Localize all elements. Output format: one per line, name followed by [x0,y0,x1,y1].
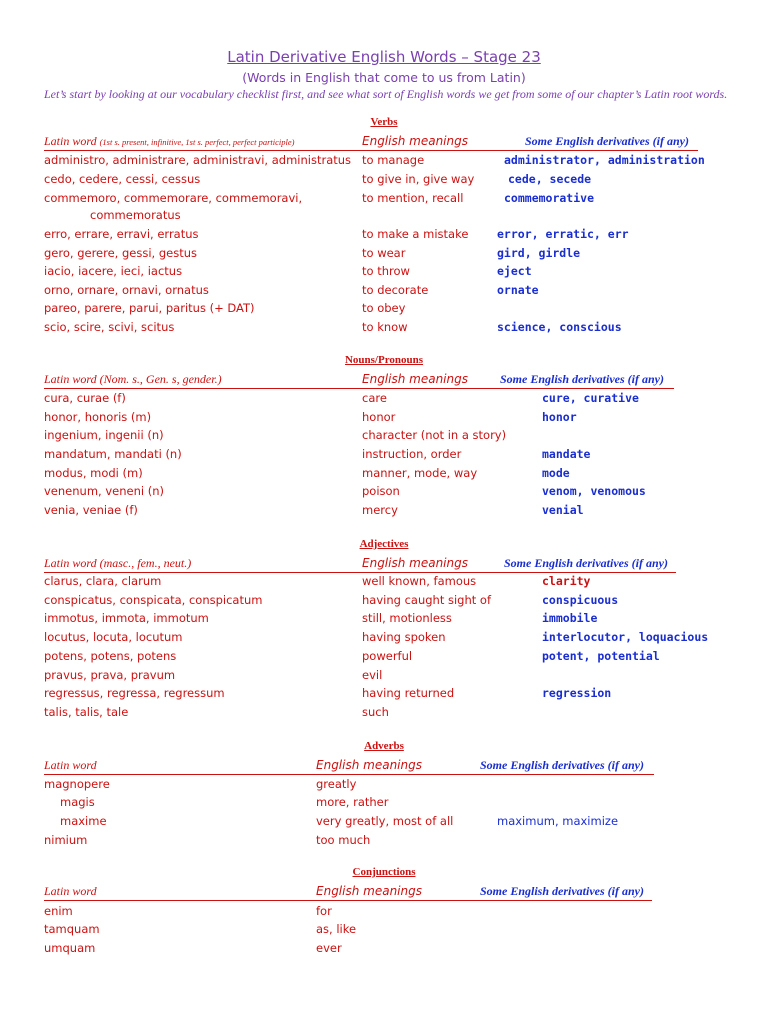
section-title-verbs: Verbs [370,116,398,128]
table-row: locutus, locuta, locutum having spoken interlocutor, loquacious [44,630,709,644]
table-row: clarus, clara, clarum well known, famous clarity [44,574,591,588]
section-title-adjectives: Adjectives [359,538,409,550]
table-row: enim for [44,904,332,918]
table-row: iacio, iacere, ieci, iactus to throw eject [44,264,532,278]
header-latin-word: Latin word (Nom. s., Gen. s, gender.) [44,372,222,386]
header-english-meanings: English meanings [362,556,468,570]
header-derivatives: Some English derivatives (if any) [504,556,668,570]
table-row: administro, administrare, administravi, administratus to manage administrator, administration [44,153,705,167]
header-english-meanings: English meanings [362,372,468,386]
table-row: tamquam as, like [44,922,357,936]
conjunctions-header [44,884,652,901]
table-row: talis, talis, tale such [44,705,389,719]
table-row: commemoratus [90,208,181,222]
header-latin-word: Latin word (1st s. present, infinitive, 1st s. perfect, perfect participle) [44,134,295,148]
header-derivatives: Some English derivatives (if any) [480,884,644,898]
table-row: immotus, immota, immotum still, motionless immobile [44,611,598,625]
section-title-nouns: Nouns/Pronouns [344,354,424,366]
table-row: ingenium, ingenii (n) character (not in a story) [44,428,507,442]
header-latin-word: Latin word (masc., fem., neut.) [44,556,192,570]
verbs-header [44,134,698,151]
table-row: gero, gerere, gessi, gestus to wear gird, girdle [44,246,581,260]
section-title-conjunctions: Conjunctions [352,866,416,878]
table-row: regressus, regressa, regressum having returned regression [44,686,612,700]
header-english-meanings: English meanings [316,884,422,898]
table-row: cura, curae (f) care cure, curative [44,391,639,405]
table-row: nimium too much [44,833,371,847]
header-english-meanings: English meanings [316,758,422,772]
page-subtitle: (Words in English that come to us from Latin) [242,70,526,85]
table-row: magis more, rather [60,795,389,809]
section-title-adverbs: Adverbs [364,740,404,752]
table-row: pareo, parere, parui, paritus (+ DAT) to obey [44,301,406,315]
table-row: mandatum, mandati (n) instruction, order mandate [44,447,591,461]
table-row: honor, honoris (m) honor honor [44,410,577,424]
table-row: umquam ever [44,941,342,955]
header-english-meanings: English meanings [362,134,468,148]
header-latin-word: Latin word [44,884,97,898]
header-latin-word: Latin word [44,758,97,772]
table-row: commemoro, commemorare, commemoravi, to mention, recall commemorative [44,191,595,205]
table-row: potens, potens, potens powerful potent, potential [44,649,660,663]
table-row: venenum, veneni (n) poison venom, venomous [44,484,646,498]
nouns-header [44,372,674,389]
header-derivatives: Some English derivatives (if any) [525,134,689,148]
table-row: modus, modi (m) manner, mode, way mode [44,466,570,480]
table-row: scio, scire, scivi, scitus to know science, conscious [44,320,622,334]
table-row: venia, veniae (f) mercy venial [44,503,584,517]
header-derivatives: Some English derivatives (if any) [480,758,644,772]
adjectives-header [44,556,676,573]
table-row: erro, errare, erravi, erratus to make a mistake error, erratic, err [44,227,629,241]
header-derivatives: Some English derivatives (if any) [500,372,664,386]
table-row: orno, ornare, ornavi, ornatus to decorate ornate [44,283,539,297]
table-row: maxime very greatly, most of all maximum, maximize [60,814,619,828]
table-row: cedo, cedere, cessi, cessus to give in, give way cede, secede [44,172,592,186]
intro-paragraph: Let’s start by looking at our vocabulary checklist first, and see what sort of English words we get from some of our chapter’s Latin root words. [44,87,728,101]
table-row: conspicatus, conspicata, conspicatum having caught sight of conspicuous [44,593,619,607]
adverbs-header [44,758,654,775]
table-row: pravus, prava, pravum evil [44,668,383,682]
table-row: magnopere greatly [44,777,357,791]
page-title: Latin Derivative English Words – Stage 23 [227,48,541,66]
